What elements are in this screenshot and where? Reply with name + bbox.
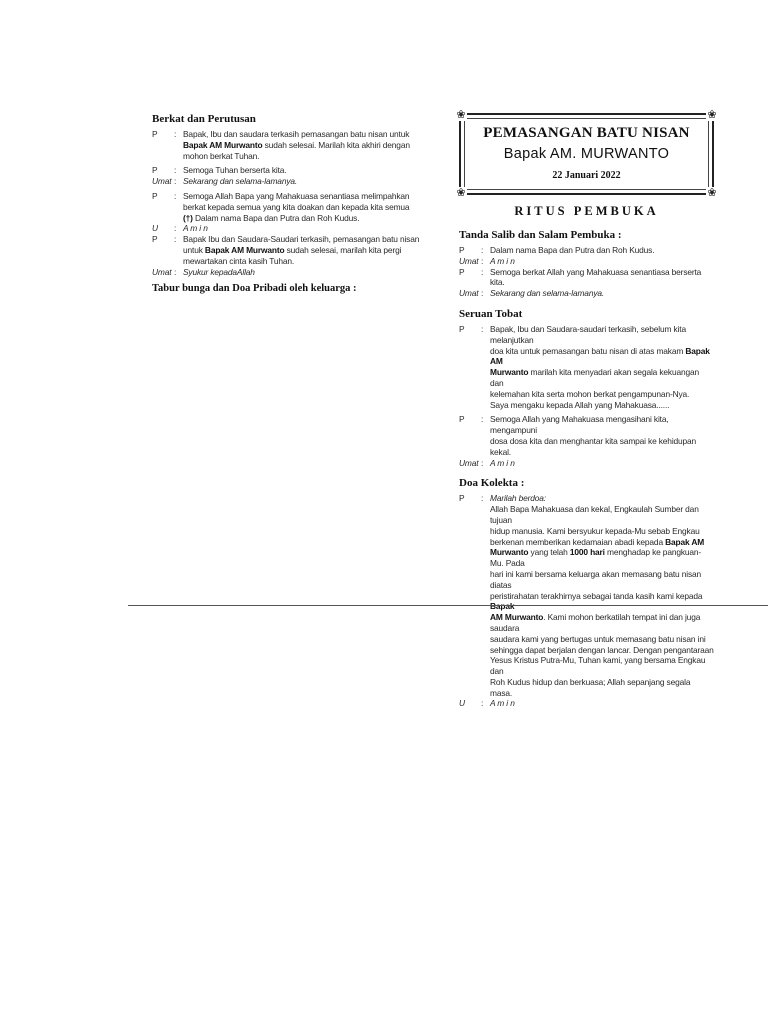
closing-instruction: Tabur bunga dan Doa Pribadi oleh keluarga : xyxy=(152,283,357,295)
section-heading-berkat: Berkat dan Perutusan xyxy=(152,113,256,125)
prayer-line: P : Semoga Tuhan berserta kita. xyxy=(152,165,287,176)
speaker-label: P xyxy=(152,129,158,139)
document-title: PEMASANGAN BATU NISAN xyxy=(483,125,690,141)
left-column: Berkat dan Perutusan P : Bapak, Ibu dan saudara terkasih pemasangan batu nisan untuk Bapak AM Murwanto sudah selesai. Marilah kita akhiri dengan mohon berkat Tuhan. P : Semoga Tuhan berserta kita. Umat : Sekarang dan selama-lamanya. P : Semoga Allah Bapa yang Mahakuasa senantiasa melimpahkan berkat kepada semua yang kita doakan dan kepada kita semua (†) Dalam nama Bapa dan Putra dan Roh Kudus. U : A m i n P : Bapak Ibu dan Saudara-Saudari terkasih, pemasangan batu nisan untuk Bapak AM Murwanto sudah selesai, marilah kita pergi mewartakan cinta kasih Tuhan. Umat : Syukur kepadaAllah Tabur bunga dan Doa Pribadi oleh keluarga : xyxy=(152,113,422,294)
corner-flourish-icon: ❀ xyxy=(707,186,717,199)
days-bold: 1000 hari xyxy=(569,547,605,558)
prayer-line: P : Semoga Allah Bapa yang Mahakuasa senantiasa melimpahkan xyxy=(152,190,410,201)
document-subtitle: Bapak AM. MURWANTO xyxy=(503,146,670,162)
document-date: 22 Januari 2022 xyxy=(552,170,621,181)
corner-flourish-icon: ❀ xyxy=(707,108,717,121)
section-heading-doa-kolekta: Doa Kolekta : xyxy=(459,477,525,490)
response-line: U : A m i n xyxy=(152,223,208,234)
name-bold: Bapak AM xyxy=(665,536,705,547)
right-column: Tanda Salib dan Salam Pembuka : P : Dalam nama Bapa dan Putra dan Roh Kudus. Umat : A m i n P : Semoga berkat Allah yang Mahakuasa senantiasa berserta kita. Umat : Sekarang dan selama-lamanya. Seruan Tobat P : Bapak, Ibu dan Saudara-saudari terkasih, sebelum kita melanjutkan doa kita untuk pemasangan batu nisan di atas makam Bapak AM Murwanto marilah kita menyadari akan segala kekuangan dan kelemahan kita serta mohon berkat pengampunan-Nya. Saya mengaku kepada Allah yang Mahakuasa...... P : Semoga Allah yang Mahakuasa mengasihani kita, mengampuni dosa dosa kita dan menghantar kita sampai ke kehidupan kekal. Umat : A m i n Doa Kolekta : P : Marilah berdoa: Allah Bapa Mahakuasa dan kekal, Engkaulah Sumber dan tujuan hidup manusia. Kami bersyukur kepada-Mu sebab Engkau berkenan memberikan kedamaian abadi kepada Bapak AM Murwanto yang telah 1000 hari menghadap ke pangkuan-Mu. Pada hari ini kami bersama keluarga akan memasang batu nisan diatas peristirahatan terakhirnya sebagai tanda kasih kami kepada Bapak AM Murwanto. Kami mohon berkatilah tempat ini dan juga saudara saudara kami yang bertugas untuk memasang batu nisan ini sehingga dapat berjalan dengan lancar. Dengan pengantaraan Yesus Kristus Putra-Mu, Tuhan kami, yang bersama Engkau dan Roh Kudus hidup dan berkuasa; Allah sepanjang segala masa. U : A m i n xyxy=(459,229,714,709)
name-bold: Murwanto xyxy=(490,367,529,378)
prayer-line: P : Bapak Ibu dan Saudara-Saudari terkasih, pemasangan batu nisan xyxy=(152,234,420,245)
name-bold: AM Murwanto xyxy=(490,612,544,623)
name-bold: Bapak AM Murwanto xyxy=(183,139,263,150)
section-heading-tanda-salib: Tanda Salib dan Salam Pembuka : xyxy=(459,229,622,241)
corner-flourish-icon: ❀ xyxy=(456,186,466,199)
cross-sign: (†) xyxy=(183,212,193,223)
corner-flourish-icon: ❀ xyxy=(456,108,466,121)
title-frame xyxy=(456,108,717,199)
prayer-line: P : Bapak, Ibu dan saudara terkasih pemasangan batu nisan untuk xyxy=(152,129,422,140)
name-bold: Bapak AM Murwanto xyxy=(204,244,285,255)
name-bold: Bapak AM xyxy=(490,345,710,367)
ritus-heading: RITUS PEMBUKA xyxy=(514,204,659,218)
response-line: Umat : Syukur kepadaAllah xyxy=(152,266,255,277)
name-bold: Murwanto xyxy=(490,547,529,558)
name-bold: Bapak xyxy=(490,601,515,612)
section-heading-seruan-tobat: Seruan Tobat xyxy=(459,307,523,320)
page-divider xyxy=(128,605,768,606)
response-line: Umat : Sekarang dan selama-lamanya. xyxy=(152,176,298,187)
prayer-text: Bapak, Ibu dan saudara terkasih pemasangan batu nisan untuk xyxy=(183,129,410,139)
